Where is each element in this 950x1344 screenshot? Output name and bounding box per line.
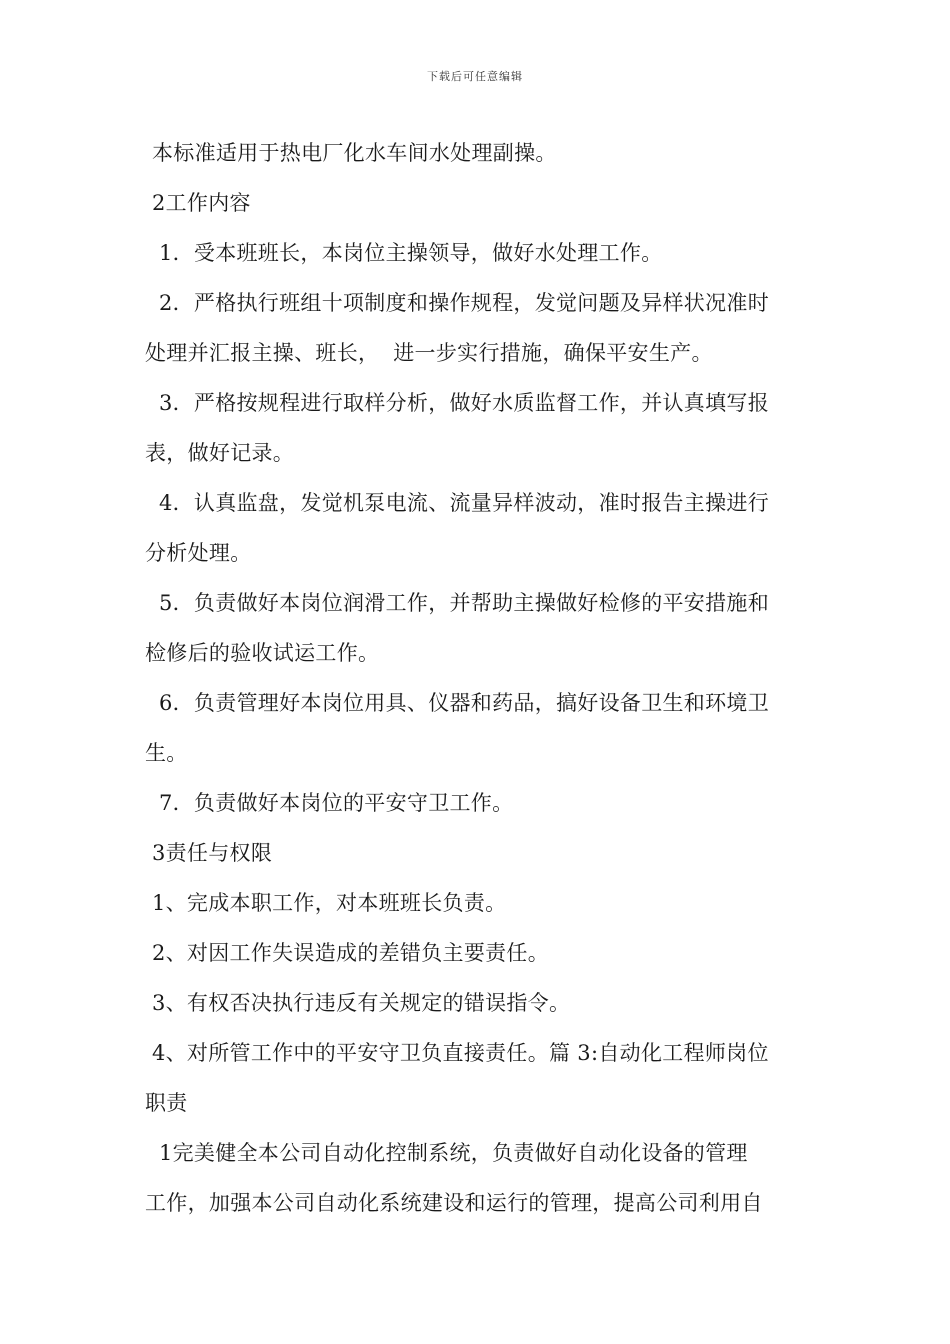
text-line: 2、对因工作失误造成的差错负主要责任。 — [145, 941, 550, 965]
page-header: 下载后可任意编辑 — [427, 70, 523, 83]
text-line: 1完美健全本公司自动化控制系统，负责做好自动化设备的管理 — [145, 1141, 748, 1165]
text-line: 表，做好记录。 — [145, 441, 295, 465]
section-heading: 2工作内容 — [145, 191, 251, 215]
text-line: 3．严格按规程进行取样分析，做好水质监督工作，并认真填写报 — [145, 391, 770, 415]
text-line: 1．受本班班长，本岗位主操领导，做好水处理工作。 — [145, 241, 663, 265]
text-line: 7．负责做好本岗位的平安守卫工作。 — [145, 791, 514, 815]
text-line: 生。 — [145, 741, 188, 765]
text-line: 分析处理。 — [145, 541, 252, 565]
text-line: 职责 — [145, 1091, 188, 1115]
text-line: 检修后的验收试运工作。 — [145, 641, 380, 665]
document-body — [145, 128, 807, 1228]
text-line: 6．负责管理好本岗位用具、仪器和药品，搞好设备卫生和环境卫 — [145, 691, 770, 715]
text-line: 3、有权否决执行违反有关规定的错误指令。 — [145, 991, 571, 1015]
text-line: 处理并汇报主操、班长， 进一步实行措施，确保平安生产。 — [145, 341, 713, 365]
text-line: 5．负责做好本岗位润滑工作，并帮助主操做好检修的平安措施和 — [145, 591, 770, 615]
text-line: 1、完成本职工作，对本班班长负责。 — [145, 891, 507, 915]
text-line: 本标准适用于热电厂化水车间水处理副操。 — [145, 141, 557, 165]
text-line: 2．严格执行班组十项制度和操作规程，发觉问题及异样状况准时 — [145, 291, 770, 315]
text-line: 工作，加强本公司自动化系统建设和运行的管理，提高公司利用自 — [145, 1191, 763, 1215]
section-heading: 3责任与权限 — [145, 841, 273, 865]
text-line: 4．认真监盘，发觉机泵电流、流量异样波动，准时报告主操进行 — [145, 491, 770, 515]
text-line: 4、对所管工作中的平安守卫负直接责任。篇 3:自动化工程师岗位 — [145, 1041, 769, 1065]
